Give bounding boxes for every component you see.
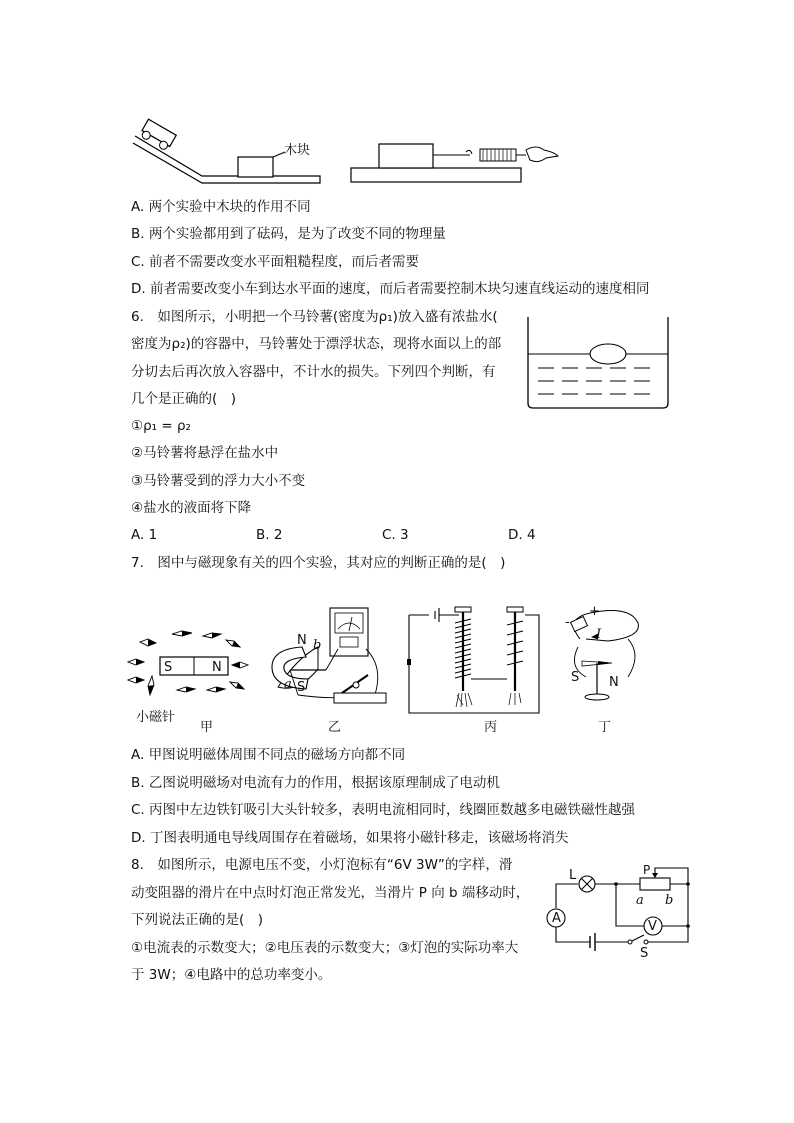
q8-end-b-label: b: [665, 893, 674, 908]
q6-statement-1: ①ρ₁ = ρ₂: [131, 418, 191, 434]
q8-circuit-figure: [540, 860, 692, 965]
ding-s-label: S: [571, 670, 580, 685]
jia-caption: 甲: [200, 720, 214, 735]
yi-n-label: N: [297, 633, 307, 648]
q7-option-c: C. 丙图中左边铁钉吸引大头针较多，表明电流相同时，线圈匝数越多电磁铁磁性越强: [131, 802, 636, 818]
ding-plus: +: [589, 604, 600, 619]
q8-lamp-label: L: [569, 868, 577, 883]
jia-needle-label: 小磁针: [136, 710, 176, 725]
q5-option-a: A. 两个实验中木块的作用不同: [131, 199, 311, 215]
q6-option-b: B. 2: [256, 527, 283, 543]
q6-stem-line-4: 几个是正确的( ): [131, 391, 237, 407]
q8-stem-line-2: 动变阻器的滑片在中点时灯泡正常发光，当滑片 P 向 b 端移动时，: [131, 885, 530, 901]
wood-block-label: 木块: [284, 143, 311, 158]
q5-option-c: C. 前者不需要改变水平面粗糙程度，而后者需要: [131, 254, 420, 270]
q5-option-b: B. 两个实验都用到了砝码，是为了改变不同的物理量: [131, 226, 446, 242]
q6-statement-4: ④盐水的液面将下降: [131, 500, 252, 516]
yi-caption: 乙: [328, 720, 342, 735]
q7-fig-jia: [130, 625, 250, 705]
q7-fig-ding: [560, 603, 645, 708]
q7-option-b: B. 乙图说明磁场对电流有力的作用，根据该原理制成了电动机: [131, 775, 500, 791]
q8-slider-p-label: P: [643, 863, 651, 877]
q6-statement-2: ②马铃薯将悬浮在盐水中: [131, 445, 279, 461]
ding-minus: -: [565, 615, 570, 630]
q6-stem-line-1: 6. 如图所示，小明把一个马铃薯(密度为ρ₁)放入盛有浓盐水(: [131, 309, 498, 325]
q7-option-d: D. 丁图表明通电导线周围存在着磁场，如果将小磁针移走，该磁场将消失: [131, 830, 569, 846]
q6-stem-line-2: 密度为ρ₂)的容器中，马铃薯处于漂浮状态，现将水面以上的部: [131, 336, 502, 352]
q7-fig-bing: [407, 603, 542, 715]
jia-magnet-s: S: [164, 660, 173, 675]
yi-s-label: S: [297, 680, 306, 695]
ding-current-i: I: [596, 627, 602, 642]
q8-voltmeter-label: V: [648, 919, 657, 934]
q8-end-a-label: a: [636, 893, 644, 908]
q7-stem: 7. 图中与磁现象有关的四个实验，其对应的判断正确的是( ): [131, 555, 506, 571]
q6-beaker-figure: [526, 315, 671, 410]
q6-statement-3: ③马铃薯受到的浮力大小不变: [131, 473, 306, 489]
q8-ammeter-label: A: [552, 911, 561, 926]
q8-stem-line-1: 8. 如图所示，电源电压不变，小灯泡标有“6V 3W”的字样，滑: [131, 857, 513, 873]
q6-option-a: A. 1: [131, 527, 158, 543]
q6-option-d: D. 4: [508, 527, 536, 543]
ding-caption: 丁: [598, 720, 612, 735]
q8-stem-line-3: 下列说法正确的是( ): [131, 912, 264, 928]
yi-b-label: b: [313, 638, 322, 653]
q6-stem-line-3: 分切去后再次放入容器中，不计水的损失。下列四个判断，有: [131, 364, 496, 380]
q6-option-c: C. 3: [382, 527, 409, 543]
q8-stem-line-4: ①电流表的示数变大；②电压表的示数变大；③灯泡的实际功率大: [131, 940, 519, 956]
jia-magnet-n: N: [212, 660, 222, 675]
q5-figure: [130, 118, 560, 188]
q8-switch-label: S: [640, 946, 649, 961]
q7-option-a: A. 甲图说明磁体周围不同点的磁场方向都不同: [131, 747, 406, 763]
q7-fig-yi: [268, 605, 398, 715]
bing-caption: 丙: [484, 720, 498, 735]
q8-stem-line-5: 于 3W；④电路中的总功率变小。: [131, 967, 332, 983]
yi-a-label: a: [284, 677, 292, 692]
ding-n-label: N: [609, 675, 619, 690]
q5-option-d: D. 前者需要改变小车到达水平面的速度，而后者需要控制木块匀速直线运动的速度相同: [131, 281, 650, 297]
